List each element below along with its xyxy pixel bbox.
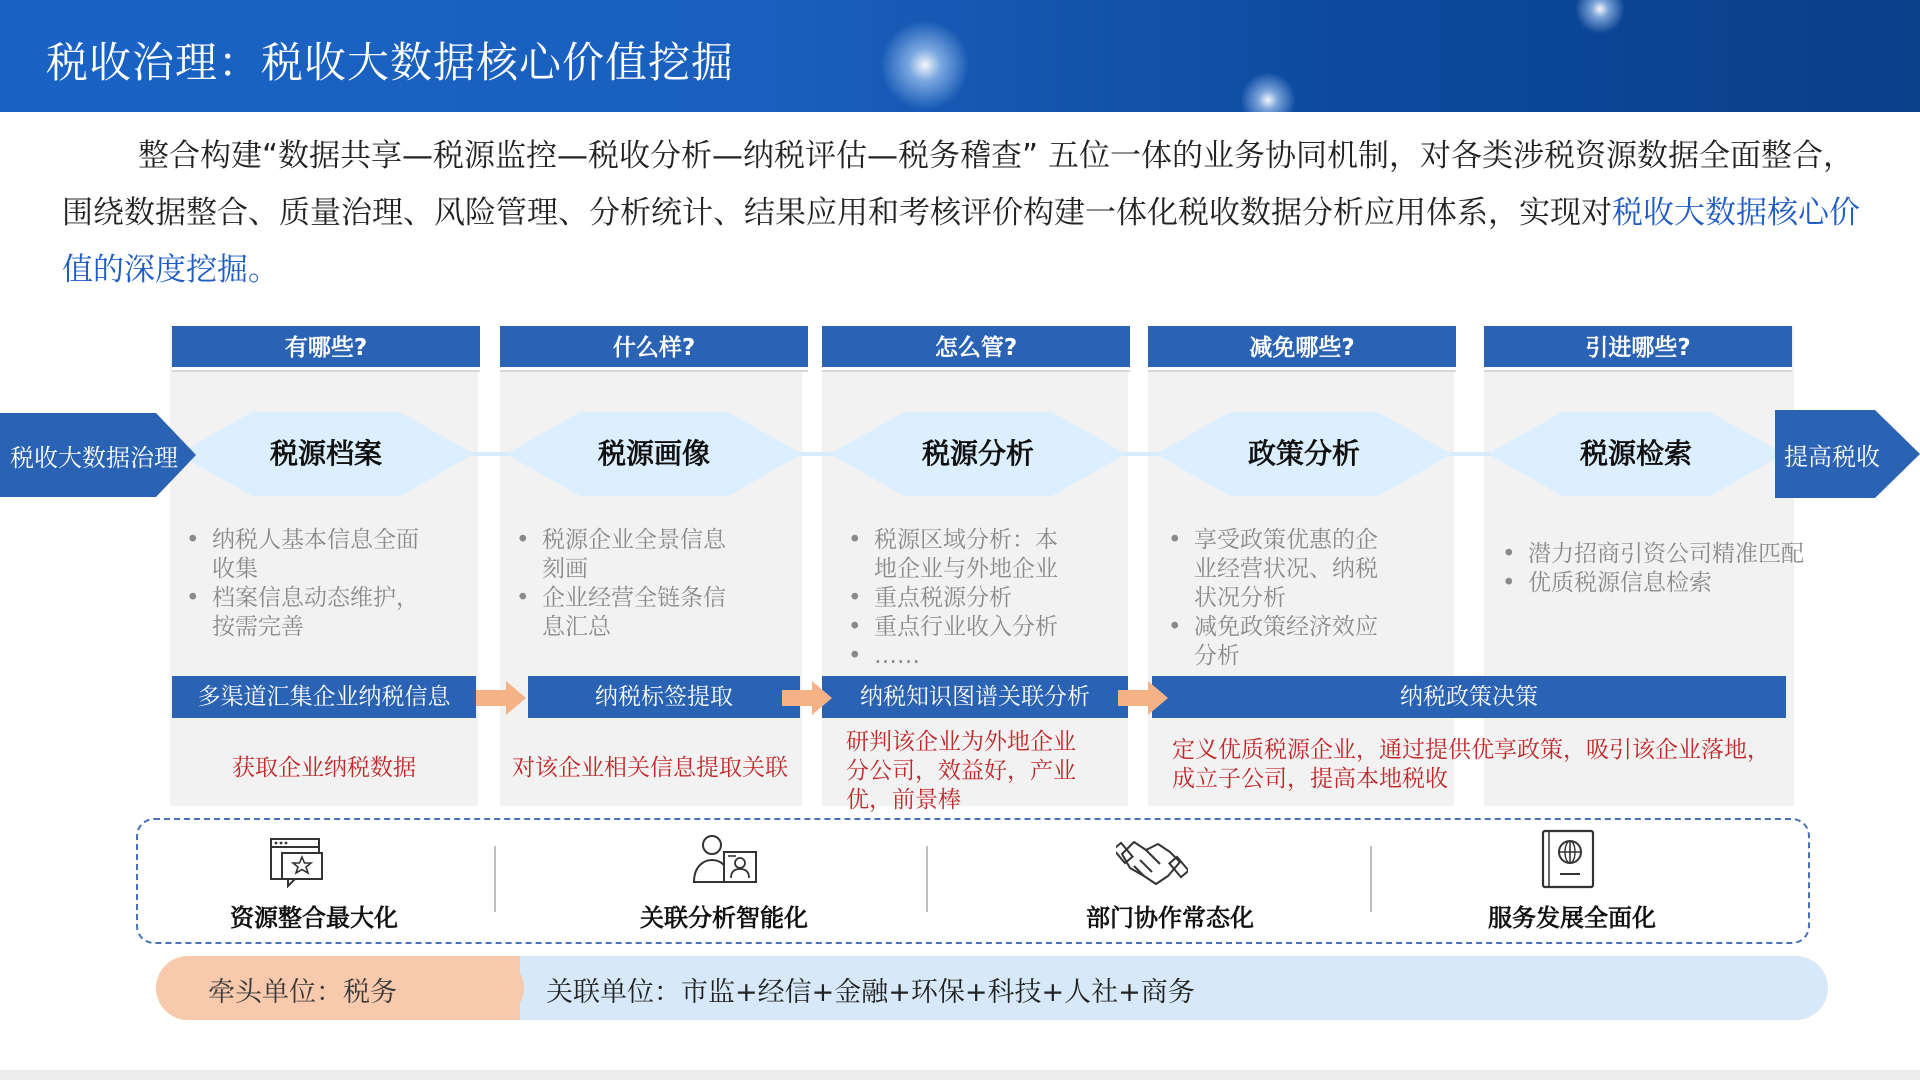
column-title: 税源档案 bbox=[269, 437, 382, 470]
bullet-item: • 重点行业收入分析 bbox=[846, 613, 1078, 642]
lead-unit-pill-cap bbox=[460, 956, 524, 1020]
bullet-item: • 档案信息动态维护，按需完善 bbox=[184, 584, 422, 642]
feature-separator bbox=[926, 846, 928, 912]
associated-units-text: 关联单位：市监+经信+金融+环保+科技+人社+商务 bbox=[546, 977, 1195, 1008]
column-question-header: 有哪些? bbox=[172, 326, 480, 370]
column-question-header: 引进哪些? bbox=[1484, 326, 1792, 370]
column-title: 税源分析 bbox=[921, 437, 1034, 470]
bullet-item: • 优质税源信息检索 bbox=[1500, 569, 1806, 598]
column-bullets bbox=[846, 526, 1078, 671]
intro-paragraph bbox=[62, 128, 1862, 299]
bullet-item: • …… bbox=[846, 642, 1078, 671]
sparkle-decoration bbox=[1575, 0, 1625, 34]
column-question-header: 什么样? bbox=[500, 326, 808, 370]
flow-start-label: 税收大数据治理 bbox=[10, 444, 178, 472]
column-bullets bbox=[514, 526, 746, 642]
process-bar: 纳税政策决策 bbox=[1152, 676, 1786, 718]
column-bullets bbox=[1166, 526, 1398, 671]
page-title: 税收治理：税收大数据核心价值挖掘 bbox=[46, 38, 735, 87]
result-text: 获取企业纳税数据 bbox=[232, 755, 416, 781]
feature-label: 关联分析智能化 bbox=[640, 904, 808, 932]
column-bullets bbox=[1500, 540, 1806, 598]
flow-end-label: 提高税收 bbox=[1784, 443, 1880, 471]
step-arrow-icon bbox=[1118, 681, 1168, 715]
column-question-header: 怎么管? bbox=[822, 326, 1130, 370]
feature-separator bbox=[1370, 846, 1372, 912]
result-text: 研判该企业为外地企业分公司，效益好，产业优，前景棒 bbox=[846, 729, 1076, 813]
bullet-item: • 潜力招商引资公司精准匹配 bbox=[1500, 540, 1806, 569]
sparkle-decoration bbox=[1240, 72, 1296, 112]
bullet-item: • 享受政策优惠的企业经营状况、纳税状况分析 bbox=[1166, 526, 1398, 613]
column-title: 税源检索 bbox=[1579, 437, 1692, 470]
process-bar: 纳税标签提取 bbox=[528, 676, 800, 718]
browser-star-icon bbox=[268, 836, 328, 888]
step-arrow-icon bbox=[476, 681, 526, 715]
bullet-item: • 纳税人基本信息全面收集 bbox=[184, 526, 422, 584]
bullet-item: • 企业经营全链条信息汇总 bbox=[514, 584, 746, 642]
process-bar: 纳税知识图谱关联分析 bbox=[822, 676, 1128, 718]
step-arrow-icon bbox=[782, 681, 832, 715]
column-bullets bbox=[184, 526, 422, 642]
sparkle-decoration bbox=[880, 20, 970, 110]
bullet-item: • 税源企业全景信息刻画 bbox=[514, 526, 746, 584]
intro-highlight: 税收大数据核心价值的深度挖掘。 bbox=[62, 195, 1860, 288]
feature-label: 资源整合最大化 bbox=[230, 904, 398, 932]
footer-strip bbox=[0, 1070, 1920, 1080]
column-title: 税源画像 bbox=[597, 437, 710, 470]
feature-label: 部门协作常态化 bbox=[1086, 904, 1254, 932]
lead-unit-text: 牵头单位：税务 bbox=[208, 977, 397, 1008]
column-question-header: 减免哪些? bbox=[1148, 326, 1456, 370]
bullet-item: • 重点税源分析 bbox=[846, 584, 1078, 613]
bullet-item: • 税源区域分析：本地企业与外地企业 bbox=[846, 526, 1078, 584]
feature-label: 服务发展全面化 bbox=[1488, 904, 1656, 932]
bullet-item: • 减免政策经济效应分析 bbox=[1166, 613, 1398, 671]
column-title: 政策分析 bbox=[1247, 437, 1360, 470]
process-bar: 多渠道汇集企业纳税信息 bbox=[172, 676, 476, 718]
person-profile-icon bbox=[690, 832, 760, 888]
result-text: 定义优质税源企业，通过提供优享政策，吸引该企业落地，成立子公司，提高本地税收 bbox=[1172, 737, 1770, 792]
passport-globe-icon bbox=[1540, 828, 1596, 890]
result-text: 对该企业相关信息提取关联 bbox=[512, 755, 788, 781]
feature-separator bbox=[494, 846, 496, 912]
intro-text: 整合构建“数据共享—税源监控—税收分析—纳税评估—税务稽查” 五位一体的业务协同机制，对各类涉税资源数据全面整合，围绕数据整合、质量治理、风险管理、分析统计、结果应用和考核评价构建一体化税收数据分析应用体系，实现对 bbox=[62, 138, 1854, 231]
header-banner bbox=[0, 0, 1920, 112]
handshake-icon bbox=[1116, 832, 1188, 890]
